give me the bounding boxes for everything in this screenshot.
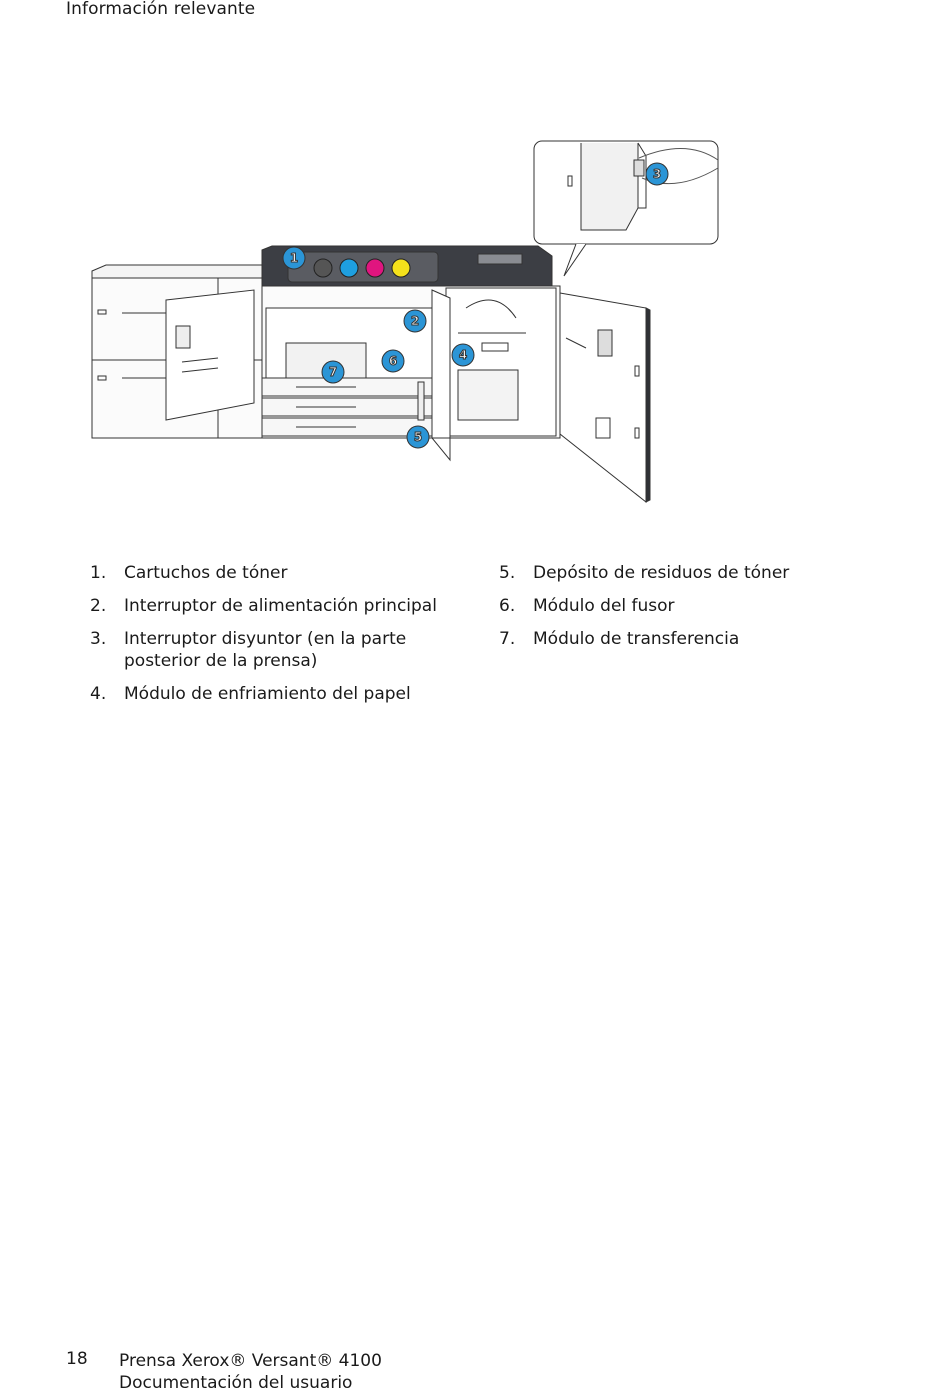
callout-3 (646, 163, 668, 185)
legend-text: Interruptor de alimentación principal (124, 596, 437, 616)
legend-item (90, 683, 470, 705)
toner-black (314, 259, 332, 277)
legend-right-column (499, 562, 859, 661)
legend-number: 3. (90, 629, 107, 649)
callout-4 (452, 344, 474, 366)
legend-item (499, 562, 859, 584)
callout-1 (283, 247, 305, 269)
legend-left-column (90, 562, 470, 716)
callout-6 (382, 350, 404, 372)
legend-number: 5. (499, 563, 516, 583)
legend-number: 7. (499, 629, 516, 649)
page-number: 18 (66, 1349, 88, 1369)
legend-text: Módulo de enfriamiento del papel (124, 684, 411, 704)
toner-yellow (392, 259, 410, 277)
engine-body (262, 246, 560, 438)
legend-number: 2. (90, 596, 107, 616)
legend-text: Depósito de residuos de tóner (533, 563, 790, 583)
svg-text:4: 4 (458, 348, 468, 362)
svg-text:1: 1 (289, 251, 299, 265)
legend-number: 1. (90, 563, 107, 583)
svg-text:5: 5 (413, 430, 423, 444)
legend-item (90, 595, 470, 617)
legend-item (499, 628, 859, 650)
svg-text:3: 3 (652, 167, 662, 181)
footer-document-title (119, 1350, 382, 1394)
callout-5 (407, 426, 429, 448)
printer-illustration (86, 138, 726, 508)
legend-item (90, 562, 470, 584)
toner-cyan (340, 259, 358, 277)
toner-magenta (366, 259, 384, 277)
running-header: Información relevante (66, 0, 256, 19)
callout-2 (404, 310, 426, 332)
legend-number: 4. (90, 684, 107, 704)
legend-item (499, 595, 859, 617)
legend-item (90, 628, 470, 672)
callout-7 (322, 361, 344, 383)
legend-text: Módulo de transferencia (533, 629, 740, 649)
svg-text:2: 2 (410, 314, 420, 328)
svg-text:7: 7 (328, 365, 338, 379)
footer-title-line1: Prensa Xerox® Versant® 4100 (119, 1351, 382, 1371)
legend-text: Cartuchos de tóner (124, 563, 288, 583)
svg-text:6: 6 (388, 354, 398, 368)
legend-text: Módulo del fusor (533, 596, 675, 616)
footer-title-line2: Documentación del usuario (119, 1373, 353, 1393)
rear-detail-inset (534, 141, 718, 276)
legend-number: 6. (499, 596, 516, 616)
legend-text: Interruptor disyuntor (en la parte posterior de la prensa) (124, 629, 407, 671)
